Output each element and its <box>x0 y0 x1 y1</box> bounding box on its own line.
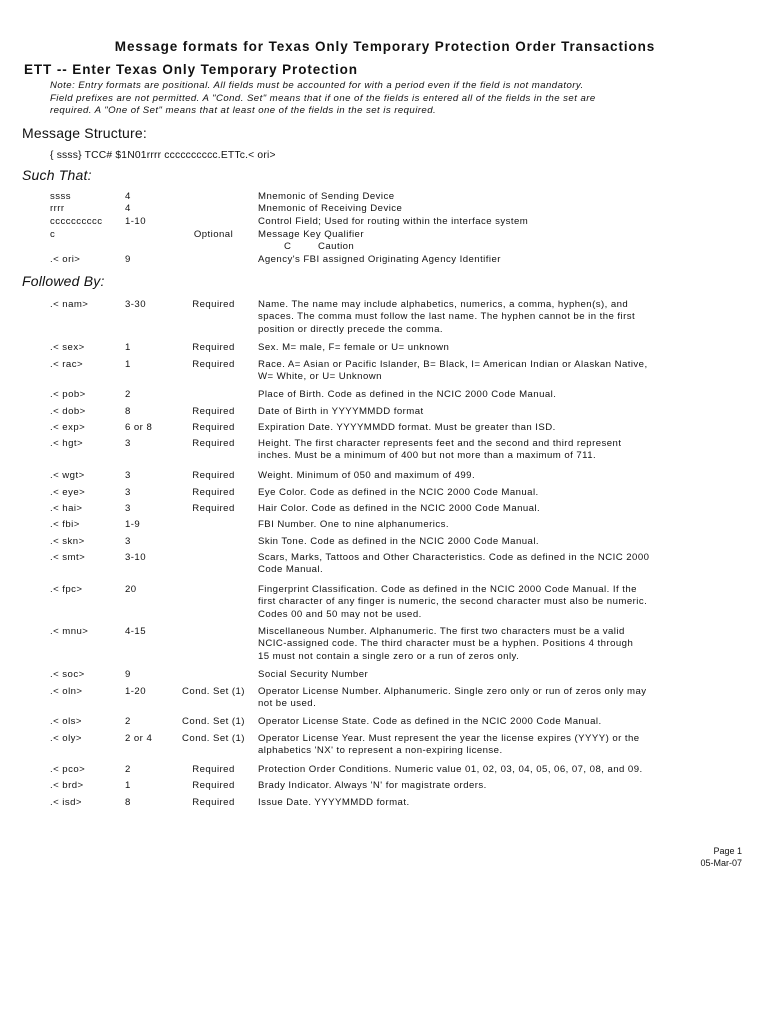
description-line: FBI Number. One to nine alphanumerics. <box>258 519 449 530</box>
field-length: 8 <box>125 797 131 808</box>
page-date: 05-Mar-07 <box>700 858 742 868</box>
field-name: .< fbi> <box>50 519 80 530</box>
field-description <box>258 191 698 203</box>
field-requirement: Required <box>192 406 235 417</box>
page-title: Message formats for Texas Only Temporary Protection Order Transactions <box>114 39 656 54</box>
field-requirement: Required <box>192 438 235 449</box>
field-description <box>258 406 698 418</box>
field-name: ssss <box>50 191 71 202</box>
field-requirement: Required <box>192 503 235 514</box>
note-line: required. A "One of Set" means that at least one of the fields in the set is required. <box>50 105 437 116</box>
field-name: .< smt> <box>50 552 86 563</box>
page-number: Page 1 <box>713 846 742 856</box>
field-length: 9 <box>125 669 131 680</box>
field-length: 3 <box>125 536 131 547</box>
field-requirement: Required <box>192 422 235 433</box>
field-name: .< nam> <box>50 299 89 310</box>
field-length: 3-10 <box>125 552 147 563</box>
field-description <box>258 299 698 336</box>
field-length: 1-10 <box>125 216 147 227</box>
field-length: 4 <box>125 203 131 214</box>
field-name: .< brd> <box>50 780 84 791</box>
field-description <box>258 716 698 728</box>
description-line: Name. The name may include alphabetics, numerics, a comma, hyphen(s), and <box>258 299 629 310</box>
note-line: Note: Entry formats are positional. All fields must be accounted for with a period even if the field is not mandatory. <box>50 80 584 91</box>
field-length: 3 <box>125 487 131 498</box>
field-name: .< hgt> <box>50 438 84 449</box>
field-length: 1 <box>125 359 131 370</box>
field-description <box>258 216 698 228</box>
field-description <box>258 552 698 577</box>
field-name: .< ols> <box>50 716 82 727</box>
field-length: 2 <box>125 389 131 400</box>
description-line: NCIC-assigned code. The third character must be a hyphen. Positions 4 through <box>258 638 634 650</box>
field-name: c <box>50 229 56 240</box>
field-name: rrrr <box>50 203 65 214</box>
description-line: Codes 00 and 50 may not be used. <box>258 608 422 620</box>
field-description <box>258 203 698 215</box>
field-length: 1 <box>125 342 131 353</box>
field-requirement: Required <box>192 470 235 481</box>
field-name: .< ori> <box>50 254 81 265</box>
description-line: position or directly precede the comma. <box>258 323 443 335</box>
description-line: Scars, Marks, Tattoos and Other Characteristics. Code as defined in the NCIC 2000 <box>258 552 650 563</box>
field-requirement: Required <box>192 299 235 310</box>
field-description <box>258 359 698 384</box>
description-line: Expiration Date. YYYYMMDD format. Must be greater than ISD. <box>258 422 556 433</box>
field-description <box>258 764 698 776</box>
field-description <box>258 669 698 681</box>
description-line: Operator License Year. Must represent the year the license expires (YYYY) or the <box>258 733 640 744</box>
field-name: .< sex> <box>50 342 85 353</box>
description-line: Place of Birth. Code as defined in the NCIC 2000 Code Manual. <box>258 389 557 400</box>
field-length: 3 <box>125 438 131 449</box>
description-line: Social Security Number <box>258 669 369 680</box>
field-description <box>258 797 698 809</box>
field-requirement: Cond. Set (1) <box>182 686 245 697</box>
description-line: Message Key Qualifier <box>258 229 364 240</box>
description-line: Eye Color. Code as defined in the NCIC 2000 Code Manual. <box>258 487 539 498</box>
description-line: Brady Indicator. Always 'N' for magistrate orders. <box>258 780 487 791</box>
field-description <box>258 389 698 401</box>
field-requirement: Cond. Set (1) <box>182 733 245 744</box>
field-length: 9 <box>125 254 131 265</box>
field-description <box>258 780 698 792</box>
field-description <box>258 470 698 482</box>
field-description <box>258 686 698 711</box>
field-requirement: Required <box>192 359 235 370</box>
field-description <box>258 503 698 515</box>
field-description <box>258 422 698 434</box>
description-line: Fingerprint Classification. Code as defined in the NCIC 2000 Code Manual. If the <box>258 584 637 595</box>
description-line: Protection Order Conditions. Numeric value 01, 02, 03, 04, 05, 06, 07, 08, and 09. <box>258 764 643 775</box>
field-name: .< pco> <box>50 764 86 775</box>
field-name: .< exp> <box>50 422 86 433</box>
field-description <box>258 733 698 758</box>
description-line: Sex. M= male, F= female or U= unknown <box>258 342 450 353</box>
description-line: Race. A= Asian or Pacific Islander, B= Black, I= American Indian or Alaskan Native, <box>258 359 648 370</box>
field-length: 20 <box>125 584 137 595</box>
field-length: 2 <box>125 764 131 775</box>
field-requirement: Required <box>192 342 235 353</box>
description-line: inches. Must be a minimum of 400 but not more than a maximum of 711. <box>258 450 597 462</box>
field-name: .< soc> <box>50 669 85 680</box>
field-name: .< hai> <box>50 503 83 514</box>
field-description <box>258 229 698 254</box>
field-description <box>258 342 698 354</box>
field-requirement: Required <box>192 797 235 808</box>
field-name: .< oln> <box>50 686 83 697</box>
description-line: Mnemonic of Sending Device <box>258 191 395 202</box>
description-line: Hair Color. Code as defined in the NCIC 2000 Code Manual. <box>258 503 541 514</box>
field-description <box>258 254 698 266</box>
description-line: alphabetics 'NX' to represent a non-expiring license. <box>258 745 503 757</box>
format-note <box>50 80 690 118</box>
field-description <box>258 519 698 531</box>
description-line: Miscellaneous Number. Alphanumeric. The first two characters must be a valid <box>258 626 625 637</box>
field-length: 2 or 4 <box>125 733 153 744</box>
field-description <box>258 487 698 499</box>
field-name: .< pob> <box>50 389 86 400</box>
field-length: 8 <box>125 406 131 417</box>
field-length: 4 <box>125 191 131 202</box>
description-line: Control Field; Used for routing within the interface system <box>258 216 529 227</box>
field-description <box>258 626 698 663</box>
field-requirement: Required <box>192 780 235 791</box>
description-line: Date of Birth in YYYYMMDD format <box>258 406 424 417</box>
qualifier-code: C <box>284 241 292 253</box>
description-line: spaces. The comma must follow the last name. The hyphen cannot be in the first <box>258 311 636 323</box>
transaction-title: ETT -- Enter Texas Only Temporary Protection <box>24 62 358 77</box>
field-description <box>258 584 698 621</box>
field-name: .< isd> <box>50 797 82 808</box>
field-length: 2 <box>125 716 131 727</box>
field-length: 1-20 <box>125 686 147 697</box>
field-requirement: Cond. Set (1) <box>182 716 245 727</box>
description-line: Weight. Minimum of 050 and maximum of 499. <box>258 470 476 481</box>
field-description <box>258 438 698 463</box>
note-line: Field prefixes are not permitted. A "Cond. Set" means that if one of the fields is entered all of the fields in the set are <box>50 92 596 104</box>
description-line: not be used. <box>258 698 317 710</box>
field-requirement: Required <box>192 764 235 775</box>
description-line: Skin Tone. Code as defined in the NCIC 2000 Code Manual. <box>258 536 540 547</box>
field-length: 3 <box>125 470 131 481</box>
description-line: 15 must not contain a single zero or a run of zeros only. <box>258 650 520 662</box>
field-name: .< oly> <box>50 733 82 744</box>
followed-by-heading: Followed By: <box>22 273 105 289</box>
such-that-heading: Such That: <box>22 167 92 183</box>
description-line: Height. The first character represents feet and the second and third represent <box>258 438 622 449</box>
field-name: cccccccccc <box>50 216 103 227</box>
description-line: Mnemonic of Receiving Device <box>258 203 403 214</box>
field-requirement: Required <box>192 487 235 498</box>
description-line: Operator License Number. Alphanumeric. Single zero only or run of zeros only may <box>258 686 647 697</box>
description-line: Operator License State. Code as defined in the NCIC 2000 Code Manual. <box>258 716 602 727</box>
field-name: .< eye> <box>50 487 86 498</box>
field-length: 3 <box>125 503 131 514</box>
description-line: Issue Date. YYYYMMDD format. <box>258 797 410 808</box>
qualifier-option <box>258 241 698 253</box>
field-name: .< fpc> <box>50 584 83 595</box>
field-name: .< wgt> <box>50 470 85 481</box>
field-length: 6 or 8 <box>125 422 153 433</box>
field-length: 4-15 <box>125 626 147 637</box>
description-line: W= White, or U= Unknown <box>258 371 382 383</box>
field-description <box>258 536 698 548</box>
description-line: Code Manual. <box>258 564 324 576</box>
field-requirement: Optional <box>193 229 234 240</box>
field-name: .< skn> <box>50 536 85 547</box>
field-length: 1-9 <box>125 519 141 530</box>
field-length: 1 <box>125 780 131 791</box>
field-length: 3-30 <box>125 299 147 310</box>
message-structure-format: { ssss} TCC# $1N01rrrr cccccccccc.ETTc.< ori> <box>50 150 276 161</box>
field-name: .< mnu> <box>50 626 89 637</box>
description-line: Agency's FBI assigned Originating Agency Identifier <box>258 254 501 265</box>
field-name: .< rac> <box>50 359 84 370</box>
qualifier-meaning: Caution <box>318 241 355 253</box>
description-line: first character of any finger is numeric, the second character must also be numeric. <box>258 596 648 608</box>
message-structure-heading: Message Structure: <box>22 125 147 141</box>
field-name: .< dob> <box>50 406 86 417</box>
